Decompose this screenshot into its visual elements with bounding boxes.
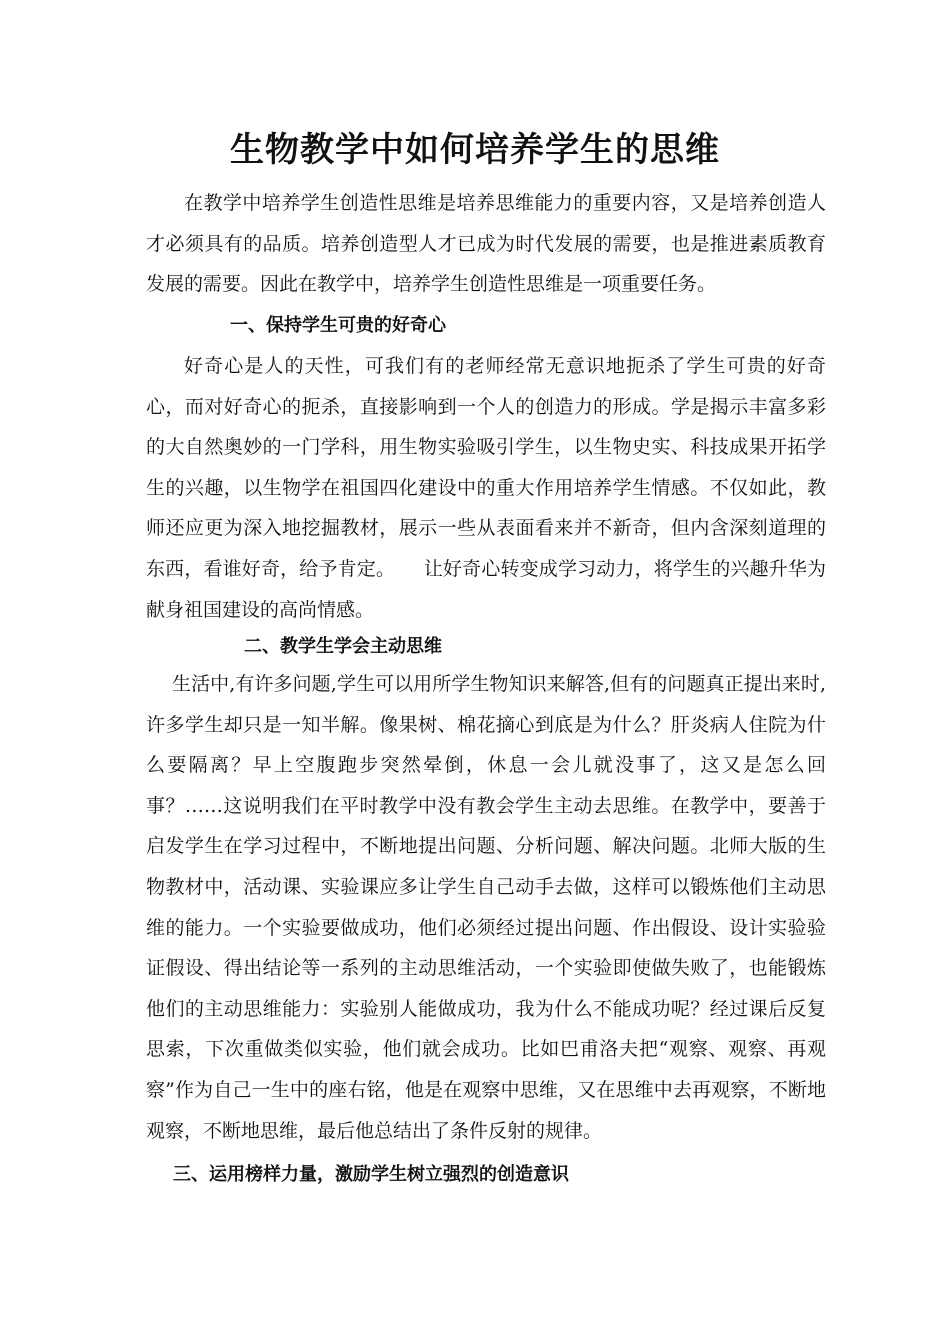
- document-title: 生物教学中如何培养学生的思维: [230, 130, 720, 170]
- section-1-body: 好奇心是人的天性，可我们有的老师经常无意识地扼杀了学生可贵的好奇心，而对好奇心的扼杀，直接影响到一个人的创造力的形成。学是揭示丰富多彩的大自然奥妙的一门学科，用生物实验吸引学生，以生物史实、科技成果开拓学生的兴趣，以生物学在祖国四化建设中的重大作用培养学生情感。不仅如此，教师还应更为深入地挖掘教材，展示一些从表面看来并不新奇，但内含深刻道理的东西，看谁好奇，给予肯定。 让好奇心转变成学习动力，将学生的兴趣升华为献身祖国建设的高尚情感。: [146, 355, 826, 621]
- intro-paragraph: 在教学中培养学生创造性思维是培养思维能力的重要内容，又是培养创造人才必须具有的品质。培养创造型人才已成为时代发展的需要，也是推进素质教育发展的需要。因此在教学中，培养学生创造性思维是一项重要任务。: [146, 192, 826, 296]
- section-3-heading: 三、运用榜样力量，激励学生树立强烈的创造意识: [173, 1164, 569, 1185]
- section-1-heading: 一、保持学生可贵的好奇心: [230, 315, 446, 336]
- section-2-body: 生活中,有许多问题,学生可以用所学生物知识来解答,但有的问题真正提出来时,许多学生却只是一知半解。像果树、棉花摘心到底是为什么？肝炎病人住院为什么要隔离？早上空腹跑步突然晕倒，休息一会儿就没事了，这又是怎么回事？……这说明我们在平时教学中没有教会学生主动去思维。在教学中，要善于启发学生在学习过程中，不断地提出问题、分析问题、解决问题。北师大版的生物教材中，活动课、实验课应多让学生自己动手去做，这样可以锻炼他们主动思维的能力。一个实验要做成功，他们必须经过提出问题、作出假设、设计实验验证假设、得出结论等一系列的主动思维活动，一个实验即使做失败了，也能锻炼他们的主动思维能力：实验别人能做成功，我为什么不能成功呢？经过课后反复思索，下次重做类似实验，他们就会成功。比如巴甫洛夫把“观察、观察、再观察”作为自己一生中的座右铭，他是在观察中思维，又在思维中去再观察，不断地观察，不断地思维，最后他总结出了条件反射的规律。: [146, 673, 826, 1142]
- section-2-heading: 二、教学生学会主动思维: [244, 636, 442, 657]
